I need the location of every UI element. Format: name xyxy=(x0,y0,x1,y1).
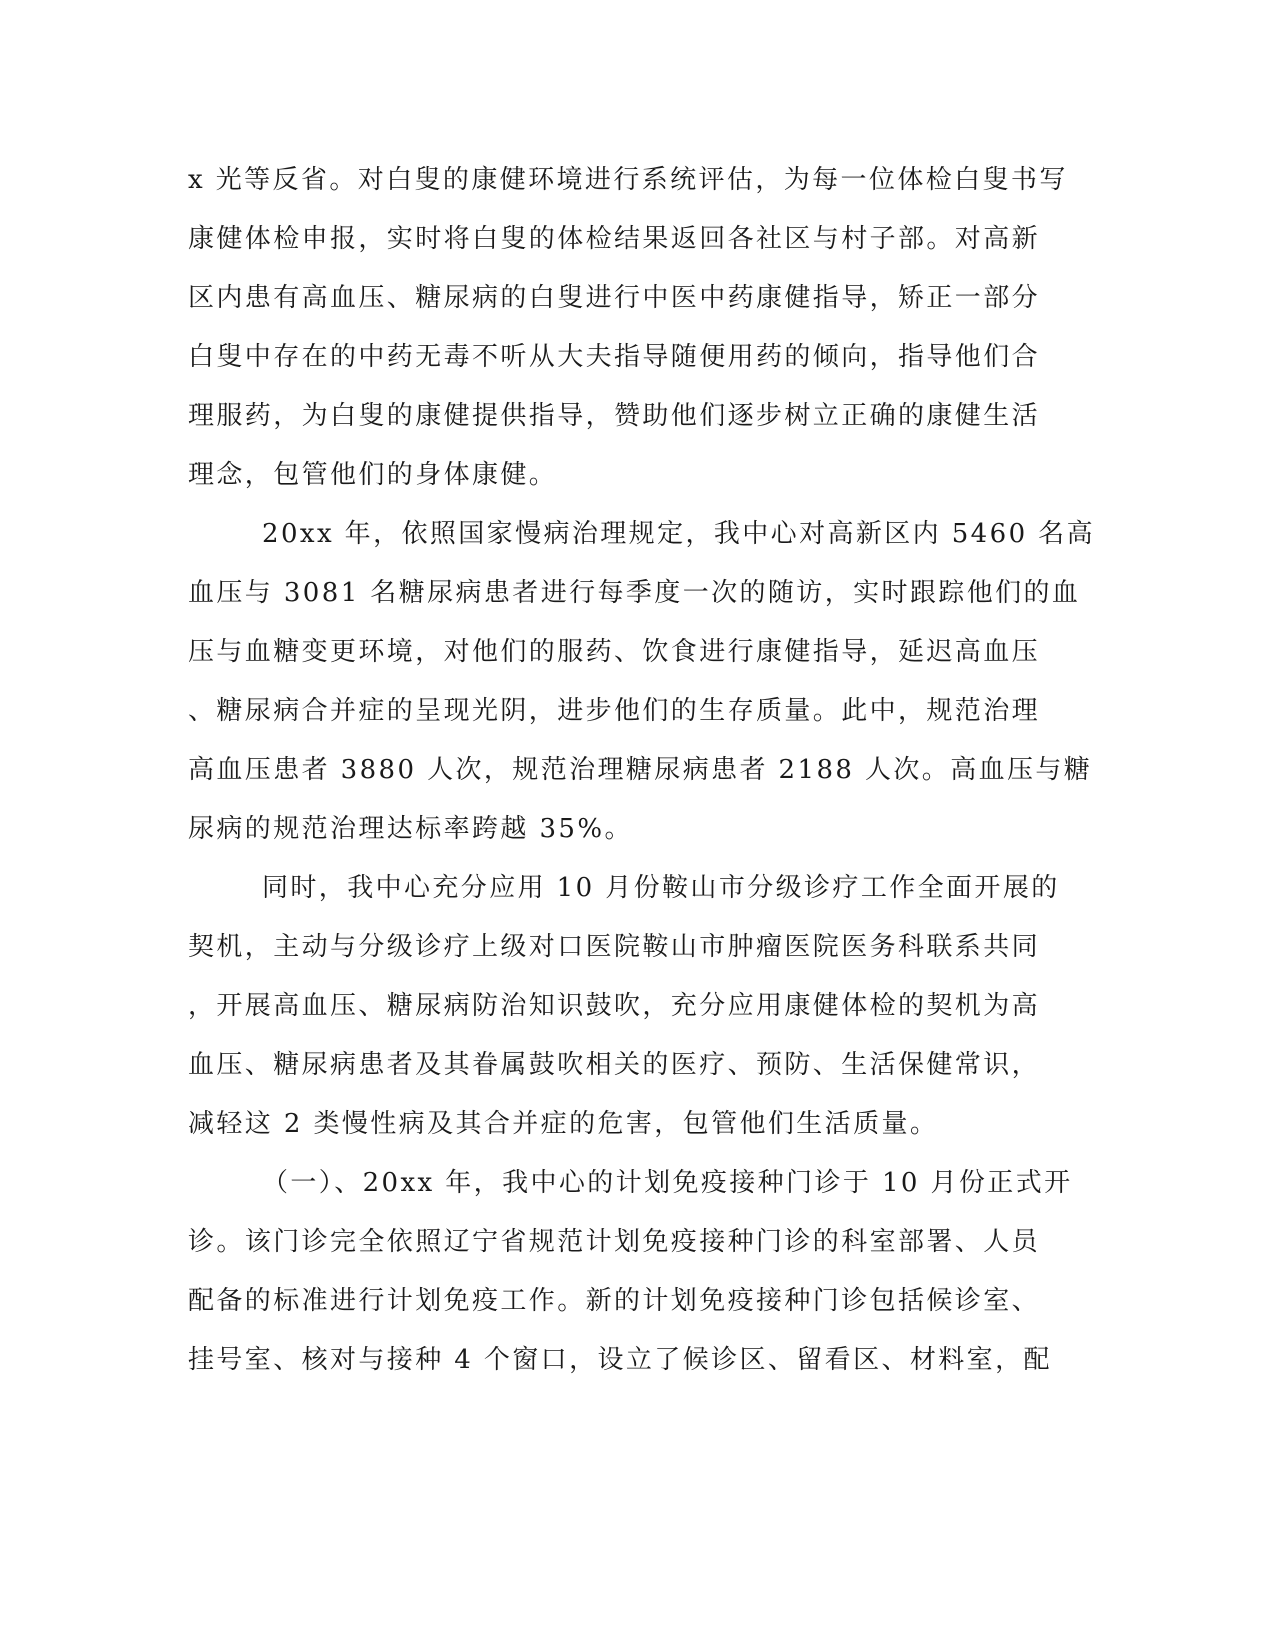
text-line: 康健体检申报，实时将白叟的体检结果返回各社区与村子部。对高新 xyxy=(188,224,1041,254)
text-line: 尿病的规范治理达标率跨越 35%。 xyxy=(188,814,633,844)
text-line: x 光等反省。对白叟的康健环境进行系统评估，为每一位体检白叟书写 xyxy=(188,165,1068,195)
text-line: 理念，包管他们的身体康健。 xyxy=(188,460,558,490)
text-line: 配备的标准进行计划免疫工作。新的计划免疫接种门诊包括候诊室、 xyxy=(188,1286,1041,1316)
text-line: 血压、糖尿病患者及其眷属鼓吹相关的医疗、预防、生活保健常识， xyxy=(188,1050,1041,1080)
text-line: 挂号室、核对与接种 4 个窗口，设立了候诊区、留看区、材料室，配 xyxy=(188,1345,1052,1375)
text-line: 契机，主动与分级诊疗上级对口医院鞍山市肿瘤医院医务科联系共同 xyxy=(188,932,1041,962)
text-line: ，开展高血压、糖尿病防治知识鼓吹，充分应用康健体检的契机为高 xyxy=(188,991,1041,1021)
text-line: 白叟中存在的中药无毒不听从大夫指导随便用药的倾向，指导他们合 xyxy=(188,342,1041,372)
text-line: 20xx 年，依照国家慢病治理规定，我中心对高新区内 5460 名高 xyxy=(262,519,1095,549)
text-line: 诊。该门诊完全依照辽宁省规范计划免疫接种门诊的科室部署、人员 xyxy=(188,1227,1041,1257)
text-line: 、糖尿病合并症的呈现光阴，进步他们的生存质量。此中，规范治理 xyxy=(188,696,1041,726)
text-line: 血压与 3081 名糖尿病患者进行每季度一次的随访，实时跟踪他们的血 xyxy=(188,578,1081,608)
text-line: 高血压患者 3880 人次，规范治理糖尿病患者 2188 人次。高血压与糖 xyxy=(188,755,1093,785)
text-line: 区内患有高血压、糖尿病的白叟进行中医中药康健指导，矫正一部分 xyxy=(188,283,1041,313)
text-line: 同时，我中心充分应用 10 月份鞍山市分级诊疗工作全面开展的 xyxy=(262,873,1060,903)
text-line: 理服药，为白叟的康健提供指导，赞助他们逐步树立正确的康健生活 xyxy=(188,401,1041,431)
text-line: 压与血糖变更环境，对他们的服药、饮食进行康健指导，延迟高血压 xyxy=(188,637,1041,667)
text-line: 减轻这 2 类慢性病及其合并症的危害，包管他们生活质量。 xyxy=(188,1109,939,1139)
text-line: （一）、20xx 年，我中心的计划免疫接种门诊于 10 月份正式开 xyxy=(262,1168,1073,1198)
